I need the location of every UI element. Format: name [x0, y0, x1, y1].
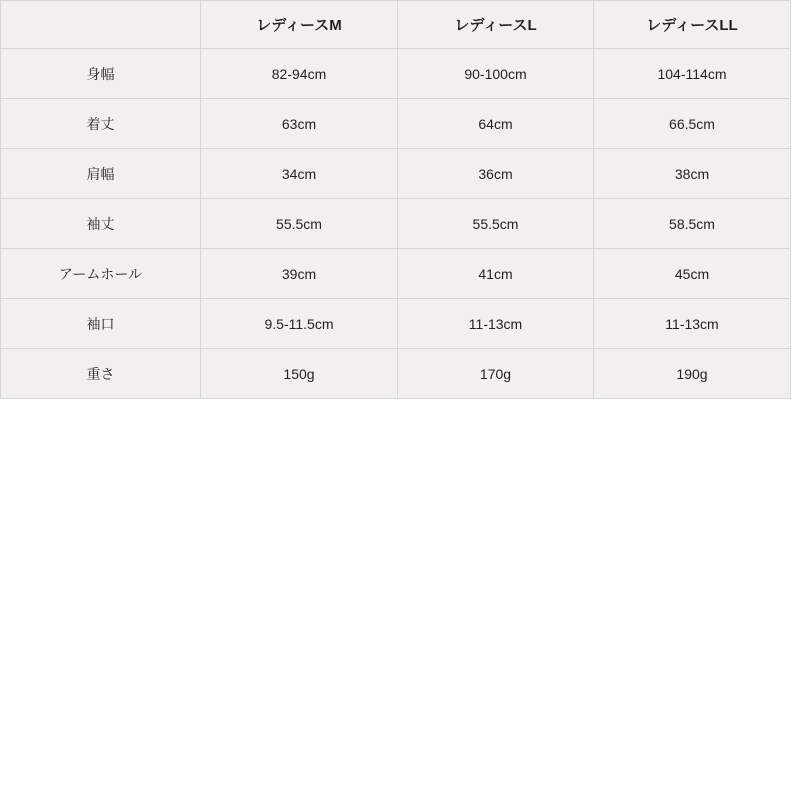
cell-sodetake-ll: 58.5cm: [594, 199, 791, 249]
cell-sodeguchi-ll: 11-13cm: [594, 299, 791, 349]
table-row: [1, 349, 791, 399]
row-label-kitake: 着丈: [1, 99, 201, 149]
blank-area: [0, 399, 800, 805]
cell-kitake-l: 64cm: [398, 99, 594, 149]
table-row: [1, 49, 791, 99]
cell-sodetake-l: 55.5cm: [398, 199, 594, 249]
cell-mihaba-m: 82-94cm: [201, 49, 398, 99]
row-label-armhole: アームホール: [1, 249, 201, 299]
column-header-ladies-l: レディースL: [398, 1, 594, 49]
cell-mihaba-ll: 104-114cm: [594, 49, 791, 99]
cell-armhole-l: 41cm: [398, 249, 594, 299]
table-row: [1, 99, 791, 149]
table-row: [1, 249, 791, 299]
cell-katahaba-l: 36cm: [398, 149, 594, 199]
row-label-sodeguchi: 袖口: [1, 299, 201, 349]
row-label-omosa: 重さ: [1, 349, 201, 399]
row-label-katahaba: 肩幅: [1, 149, 201, 199]
row-label-mihaba: 身幅: [1, 49, 201, 99]
table-row: [1, 149, 791, 199]
row-label-sodetake: 袖丈: [1, 199, 201, 249]
table-corner-cell: [1, 1, 201, 49]
size-chart-table: [0, 0, 791, 399]
table-row: [1, 299, 791, 349]
table-row: [1, 199, 791, 249]
cell-katahaba-m: 34cm: [201, 149, 398, 199]
cell-armhole-ll: 45cm: [594, 249, 791, 299]
cell-omosa-m: 150g: [201, 349, 398, 399]
cell-kitake-m: 63cm: [201, 99, 398, 149]
column-header-ladies-m: レディースM: [201, 1, 398, 49]
cell-omosa-l: 170g: [398, 349, 594, 399]
cell-kitake-ll: 66.5cm: [594, 99, 791, 149]
cell-sodetake-m: 55.5cm: [201, 199, 398, 249]
cell-sodeguchi-l: 11-13cm: [398, 299, 594, 349]
table-header-row: [1, 1, 791, 49]
cell-armhole-m: 39cm: [201, 249, 398, 299]
cell-sodeguchi-m: 9.5-11.5cm: [201, 299, 398, 349]
cell-katahaba-ll: 38cm: [594, 149, 791, 199]
column-header-ladies-ll: レディースLL: [594, 1, 791, 49]
cell-omosa-ll: 190g: [594, 349, 791, 399]
cell-mihaba-l: 90-100cm: [398, 49, 594, 99]
